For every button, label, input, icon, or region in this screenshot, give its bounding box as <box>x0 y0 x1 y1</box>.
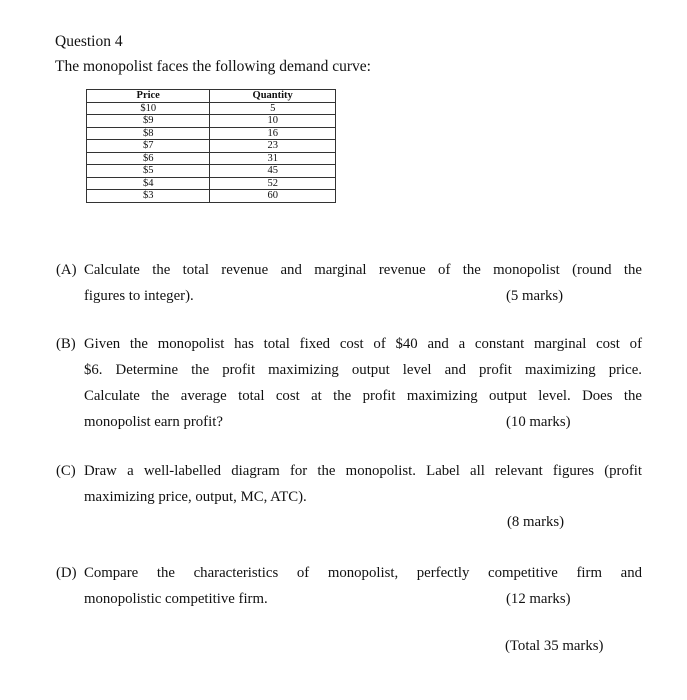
part-a-label: (A) <box>56 262 77 278</box>
table-row <box>87 102 336 115</box>
price-cell: $4 <box>87 177 210 190</box>
part-d-line: monopolistic competitive firm. <box>84 591 268 607</box>
quantity-cell: 31 <box>210 152 336 165</box>
price-cell: $3 <box>87 190 210 203</box>
quantity-cell: 5 <box>210 102 336 115</box>
part-c-line: maximizing price, output, MC, ATC). <box>84 489 307 505</box>
table-row <box>87 165 336 178</box>
part-c-label: (C) <box>56 463 76 479</box>
part-c-marks: (8 marks) <box>507 514 565 530</box>
part-a-line: figures to integer). <box>84 288 194 304</box>
part-d <box>56 560 646 614</box>
table-header-row <box>87 90 336 103</box>
column-header-quantity: Quantity <box>210 90 336 103</box>
part-d-line: Compare the characteristics of monopolist, perfectly competitive firm and <box>84 565 642 581</box>
part-b-line: monopolist earn profit? <box>84 414 223 430</box>
part-b-line: Given the monopolist has total fixed cost of $40 and a constant marginal cost of <box>84 336 642 352</box>
table-row <box>87 127 336 140</box>
quantity-cell: 10 <box>210 115 336 128</box>
quantity-cell: 60 <box>210 190 336 203</box>
quantity-cell: 52 <box>210 177 336 190</box>
price-cell: $7 <box>87 140 210 153</box>
part-b-line: $6. Determine the profit maximizing output level and profit maximizing price. <box>84 362 642 378</box>
part-d-label: (D) <box>56 565 77 581</box>
price-cell: $10 <box>87 102 210 115</box>
price-cell: $9 <box>87 115 210 128</box>
part-c-text <box>84 458 642 510</box>
price-cell: $5 <box>87 165 210 178</box>
table-row <box>87 115 336 128</box>
table-row <box>87 140 336 153</box>
total-marks: (Total 35 marks) <box>505 638 604 654</box>
table-row <box>87 190 336 203</box>
part-b-marks: (10 marks) <box>506 414 571 430</box>
question-title: Question 4 <box>55 33 123 50</box>
part-a-line: Calculate the total revenue and marginal revenue of the monopolist (round the <box>84 262 642 278</box>
price-cell: $8 <box>87 127 210 140</box>
price-cell: $6 <box>87 152 210 165</box>
quantity-cell: 45 <box>210 165 336 178</box>
part-b-label: (B) <box>56 336 76 352</box>
quantity-cell: 23 <box>210 140 336 153</box>
question-intro: The monopolist faces the following demand curve: <box>55 58 371 75</box>
column-header-price: Price <box>87 90 210 103</box>
part-c <box>56 458 646 538</box>
part-b-line: Calculate the average total cost at the profit maximizing output level. Does the <box>84 388 642 404</box>
part-d-marks: (12 marks) <box>506 591 571 607</box>
quantity-cell: 16 <box>210 127 336 140</box>
part-a <box>56 257 646 311</box>
table-row <box>87 177 336 190</box>
table-row <box>87 152 336 165</box>
demand-table <box>86 89 336 203</box>
part-c-line: Draw a well-labelled diagram for the monopolist. Label all relevant figures (profit <box>84 463 642 479</box>
part-b <box>56 331 646 437</box>
part-a-marks: (5 marks) <box>506 288 564 304</box>
